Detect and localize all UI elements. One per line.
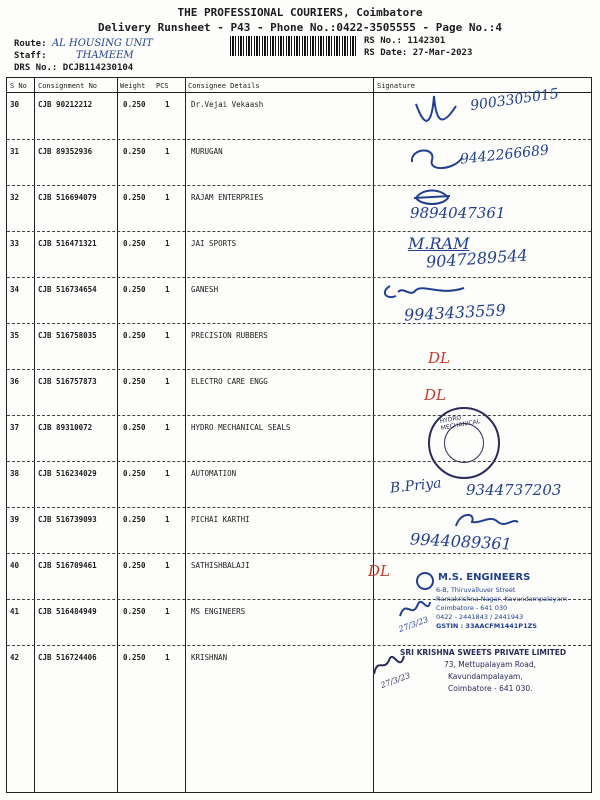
- row-consignment: CJB 516757873: [38, 377, 97, 386]
- hydro-round-stamp: [428, 407, 500, 479]
- row-consignee: AUTOMATION: [191, 469, 237, 478]
- row-consignee: SATHISHBALAJI: [191, 561, 250, 570]
- row-consignment: CJB 516739093: [38, 515, 97, 524]
- hydro-stamp-name: HYDRO MECHANICAL: [439, 414, 481, 432]
- row-consignment: CJB 90212212: [38, 100, 93, 109]
- row-consignee: HYDRO MECHANICAL SEALS: [191, 423, 291, 432]
- row-sno: 42: [10, 653, 20, 662]
- row-pcs: 1: [165, 423, 170, 432]
- barcode: [230, 36, 358, 56]
- ms-stamp-line2: Ramakrishna Nagar, Kavundampalayam: [436, 595, 568, 603]
- signature-scribble-30: [412, 92, 462, 134]
- handwritten-date-41: 27/3/23: [397, 614, 430, 635]
- row-consignment: CJB 516694079: [38, 193, 97, 202]
- row-sno: 35: [10, 331, 20, 340]
- ms-engineers-stamp: [412, 570, 592, 638]
- row-weight: 0.250: [123, 239, 146, 248]
- route-value: AL HOUSING UNIT: [51, 38, 153, 49]
- ms-stamp-line3: Coimbatore - 641 030: [436, 604, 508, 612]
- ks-stamp-line3: Coimbatore - 641 030.: [448, 684, 533, 693]
- row-weight: 0.250: [123, 285, 146, 294]
- row-weight: 0.250: [123, 653, 146, 662]
- ms-stamp-line5: GSTIN : 33AACFM1441P1ZS: [436, 622, 537, 630]
- row-weight: 0.250: [123, 515, 146, 524]
- row-sno: 34: [10, 285, 20, 294]
- rs-no-label: RS No.:: [364, 36, 402, 46]
- column-header-consignee: Consignee Details: [188, 82, 260, 90]
- signature-scribble-39: [452, 508, 522, 532]
- handwritten-phone-34: 9943433559: [403, 300, 507, 325]
- row-weight: 0.250: [123, 607, 146, 616]
- row-weight: 0.250: [123, 147, 146, 156]
- ms-logo-icon: [416, 572, 434, 590]
- ms-stamp-name: M.S. ENGINEERS: [438, 572, 531, 583]
- row-sno: 37: [10, 423, 20, 432]
- handwritten-phone-33: 9047289544: [425, 245, 529, 272]
- row-consignment: CJB 516471321: [38, 239, 97, 248]
- rs-no-line: [364, 36, 445, 46]
- column-header-sno: S No: [10, 82, 27, 90]
- drs-line: [14, 63, 133, 73]
- row-pcs: 1: [165, 331, 170, 340]
- row-consignment: CJB 516234029: [38, 469, 97, 478]
- handwritten-name-38: B.Priya: [389, 475, 443, 497]
- staff-label: Staff:: [14, 51, 47, 61]
- staff-value: THAMEEM: [75, 50, 134, 61]
- route-line: [14, 38, 153, 49]
- ks-stamp-line2: Kavundampalayam,: [448, 672, 523, 681]
- handwritten-phone-30: 9003305015: [469, 85, 560, 115]
- drs-value: DCJB114230104: [62, 63, 134, 73]
- handwritten-name-33: M.RAM: [408, 234, 470, 253]
- row-consignment: CJB 89310072: [38, 423, 93, 432]
- ks-stamp-name: SRI KRISHNA SWEETS PRIVATE LIMITED: [400, 648, 567, 657]
- handwritten-date-42: 27/3/23: [379, 670, 412, 691]
- handwritten-dl-40: DL: [368, 562, 390, 580]
- table-row: [7, 415, 591, 462]
- rs-date-line: [364, 48, 472, 58]
- runsheet-title: THE PROFESSIONAL COURIERS, Coimbatore: [177, 6, 423, 19]
- row-sno: 31: [10, 147, 20, 156]
- row-pcs: 1: [165, 607, 170, 616]
- row-pcs: 1: [165, 515, 170, 524]
- row-sno: 39: [10, 515, 20, 524]
- row-consignment: CJB 89352936: [38, 147, 93, 156]
- row-weight: 0.250: [123, 423, 146, 432]
- handwritten-phone-39: 9944089361: [409, 529, 513, 554]
- row-sno: 30: [10, 100, 20, 109]
- row-sno: 33: [10, 239, 20, 248]
- row-pcs: 1: [165, 469, 170, 478]
- row-consignee: RAJAM ENTERPRIES: [191, 193, 264, 202]
- row-consignee: PRECISION RUBBERS: [191, 331, 268, 340]
- staff-line: [14, 50, 134, 61]
- handwritten-dl-36: DL: [424, 386, 446, 404]
- row-consignee: ELECTRO CARE ENGG: [191, 377, 268, 386]
- row-pcs: 1: [165, 239, 170, 248]
- runsheet-subtitle: Delivery Runsheet - P43 - Phone No.:0422-3505555 - Page No.:4: [98, 21, 502, 34]
- row-weight: 0.250: [123, 377, 146, 386]
- row-pcs: 1: [165, 193, 170, 202]
- row-consignment: CJB 516709461: [38, 561, 97, 570]
- row-sno: 41: [10, 607, 20, 616]
- row-consignment: CJB 516484949: [38, 607, 97, 616]
- row-consignee: MS ENGINEERS: [191, 607, 246, 616]
- signature-scribble-31: [406, 142, 466, 176]
- ms-stamp-line4: 0422 - 2441843 / 2441943: [436, 613, 524, 621]
- row-consignee: JAI SPORTS: [191, 239, 237, 248]
- column-header-pcs: PCS: [156, 82, 169, 90]
- column-header-consignment: Consignment No: [38, 82, 98, 90]
- ms-stamp-line1: 6-B, Thiruvalluver Street: [436, 586, 516, 594]
- row-consignee: PICHAI KARTHI: [191, 515, 250, 524]
- table-row: [7, 323, 591, 370]
- row-weight: 0.250: [123, 331, 146, 340]
- rs-no-value: 1142301: [407, 36, 446, 46]
- row-consignee: Dr.Vejai Vekaash: [191, 100, 264, 109]
- rs-date-value: 27-Mar-2023: [412, 48, 473, 58]
- drs-label: DRS No.:: [14, 63, 58, 73]
- handwritten-phone-31: 9442266689: [459, 142, 550, 168]
- ks-stamp-line1: 73, Mettupalayam Road,: [444, 660, 536, 669]
- route-label: Route:: [14, 39, 47, 49]
- rs-date-label: RS Date:: [364, 48, 408, 58]
- row-pcs: 1: [165, 377, 170, 386]
- row-consignee: MURUGAN: [191, 147, 223, 156]
- signature-scribble-34: [380, 280, 470, 302]
- row-consignment: CJB 516758035: [38, 331, 97, 340]
- row-pcs: 1: [165, 561, 170, 570]
- handwritten-dl-35: DL: [428, 349, 450, 367]
- column-header-weight: Weight: [120, 82, 146, 90]
- row-pcs: 1: [165, 653, 170, 662]
- row-weight: 0.250: [123, 193, 146, 202]
- row-pcs: 1: [165, 285, 170, 294]
- row-consignment: CJB 516734654: [38, 285, 97, 294]
- row-sno: 38: [10, 469, 20, 478]
- handwritten-phone-32: 9894047361: [410, 204, 506, 222]
- row-weight: 0.250: [123, 561, 146, 570]
- row-weight: 0.250: [123, 469, 146, 478]
- row-consignee: GANESH: [191, 285, 219, 294]
- column-header-signature: Signature: [377, 82, 415, 90]
- row-sno: 40: [10, 561, 20, 570]
- row-consignee: KRISHNAN: [191, 653, 228, 662]
- table-row: [7, 369, 591, 416]
- row-sno: 32: [10, 193, 20, 202]
- row-sno: 36: [10, 377, 20, 386]
- row-weight: 0.250: [123, 100, 146, 109]
- row-pcs: 1: [165, 147, 170, 156]
- handwritten-phone-38: 9344737203: [466, 481, 562, 499]
- row-pcs: 1: [165, 100, 170, 109]
- row-consignment: CJB 516724406: [38, 653, 97, 662]
